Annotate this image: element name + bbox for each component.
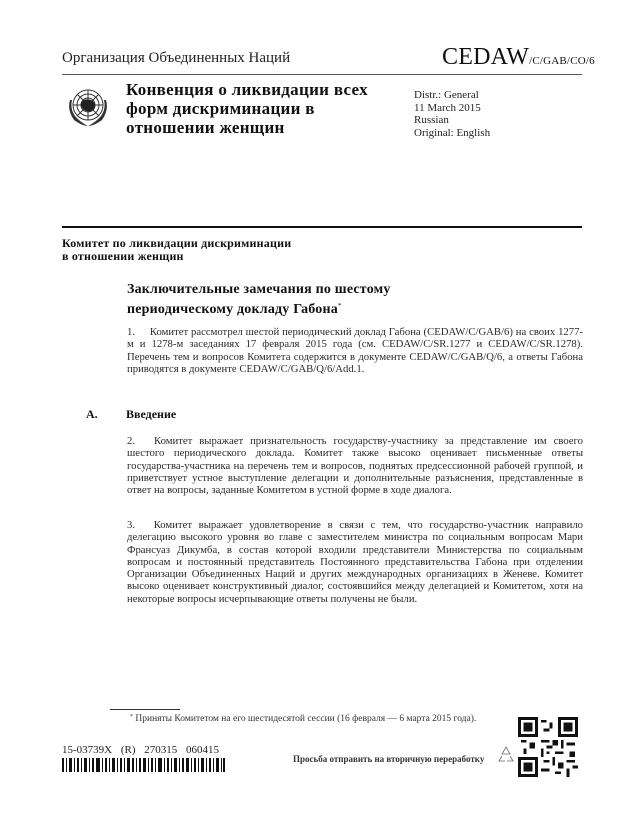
symbol-main: CEDAW [442,44,530,70]
recycle-icon [496,744,516,764]
convention-title-line: форм дискриминации в [126,99,315,118]
section-heading-a [86,407,176,422]
issue-date: 11 March 2015 [414,101,481,114]
paragraph-number: 2. [127,435,136,447]
document-title-line-2: периодическому докладу Габона* [127,302,342,317]
document-title [127,282,391,318]
organization-name: Организация Объединенных Наций [62,50,291,66]
symbol-suffix: /C/GAB/CO/6 [529,55,595,67]
footnote-mark[interactable]: * [337,302,342,310]
date-code-1: 270315 [144,744,178,756]
distribution: Distr.: General [414,89,479,101]
section-letter: A. [86,407,98,421]
convention-title [126,80,368,137]
recycle-notice: Просьба отправить на вторичную переработку [293,754,485,764]
committee-line: в отношении женщин [62,249,184,263]
language: Russian [414,114,449,126]
footnote [130,714,476,724]
footnote-rule [110,709,180,710]
job-number: 15-03739X (R) [62,744,136,756]
original-language: Original: English [414,126,491,139]
paragraph-number: 3. [127,519,136,531]
convention-title-line: отношении женщин [126,118,285,137]
document-meta [414,89,490,139]
footnote-mark: * [130,714,133,720]
job-number-line [62,744,219,756]
document-title-line: Заключительные замечания по шестому [127,282,391,297]
committee-name [62,237,291,263]
header-rule [62,74,582,75]
paragraph-number: 1. [127,326,136,338]
committee-line: Комитет по ликвидации дискриминации [62,236,292,250]
date-code-2: 060415 [186,744,220,756]
section-title: Введение [126,407,177,421]
section-rule [62,226,582,228]
un-emblem-icon [62,80,114,132]
barcode-icon [62,758,225,772]
paragraph-text: Комитет выражает признательность государству-участнику за представление им своего шестого периодического доклада. Комитет также высоко оценивает письменные ответы государства-участника на перечень тем и вопросов, поднятых предсессионной рабочей группой, и приветствует устное выступление делегации и дополнительные разъяснения, представленные в ответ на вопросы, заданные Комитетом в устной форме в ходе диалога. [127,435,584,497]
paragraph-3 [127,519,583,605]
paragraph-text: Комитет выражает удовлетворение в связи с тем, что государство-участник направило делегацию высокого уровня во главе с заместителем министра по социальным вопросам Мари Франсуаз Дикумба, в состав которой входили представители Министерства по социальным вопросам и постоянный представитель Постоянного представительства Габона при отделении Организации Объединенных Наций и других международных организациях в Женеве. Комитет высоко оценивает конструктивный диалог, состоявшийся между делегацией и Комитетом, хотя на некоторые вопросы исчерпывающие ответы получены не были. [127,519,583,605]
paragraph-1 [127,326,583,375]
footnote-text: Приняты Комитетом на его шестидесятой сессии (16 февраля — 6 марта 2015 года). [135,714,477,724]
document-symbol [442,44,595,71]
convention-title-line: Конвенция о ликвидации всех [126,80,368,99]
paragraph-2 [127,435,583,496]
qr-code-icon [518,717,578,777]
paragraph-text: Комитет рассмотрел шестой периодический доклад Габона (CEDAW/C/GAB/6) на своих 1277-м и 1278-м заседаниях 17 февраля 2015 года (см. CEDAW/C/SR.1277 и CEDAW/C/SR.1278). Перечень тем и вопросов Комитета содержится в документе CEDAW/C/GAB/Q/6, а ответы Габона приводятся в документе CEDAW/C/GAB/Q/6/Add.1. [127,326,583,375]
